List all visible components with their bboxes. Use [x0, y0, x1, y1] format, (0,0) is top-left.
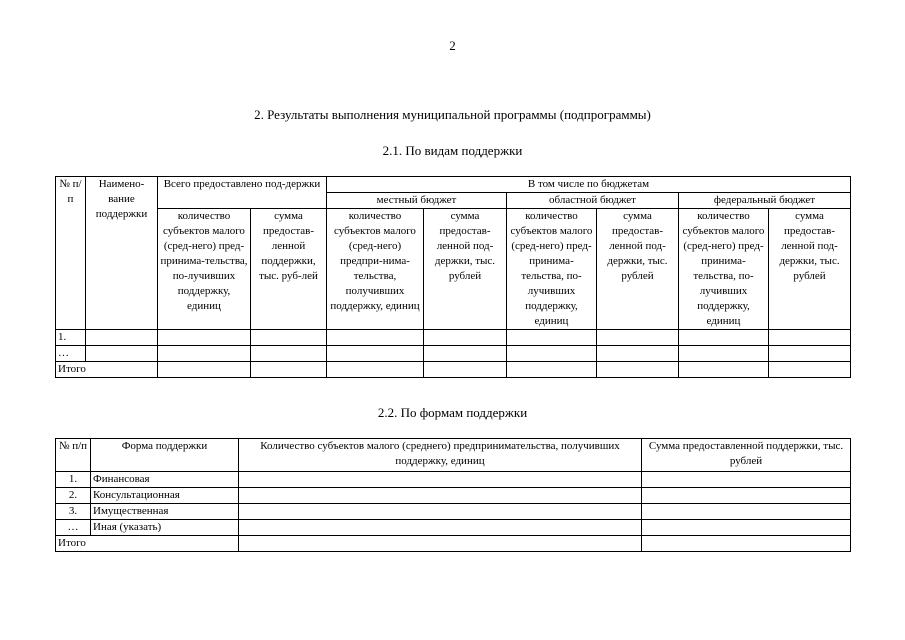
empty-cell [239, 504, 642, 520]
row-form: Имущественная [91, 504, 239, 520]
support-types-table [55, 176, 851, 378]
row-num: … [56, 520, 91, 536]
header-local-count: количество субъектов малого (сред-него) предпри-нима-тельства, получивших поддержку, единиц [327, 209, 424, 330]
table-row [56, 472, 851, 488]
table-row [56, 346, 851, 362]
row-form: Иная (указать) [91, 520, 239, 536]
empty-cell [597, 346, 679, 362]
table2-title: 2.2. По формам поддержки [377, 405, 528, 420]
header-count: Количество субъектов малого (среднего) предпринимательства, получивших поддержку, единиц [239, 439, 642, 472]
header-num: № п/п [56, 177, 86, 330]
header-total-sum: сумма предостав-ленной поддержки, тыс. руб-лей [251, 209, 327, 330]
empty-cell [679, 362, 769, 378]
header-federal-count: количество субъектов малого (сред-него) пред-принима-тельства, по-лучивших поддержку, единиц [679, 209, 769, 330]
header-federal: федеральный бюджет [679, 193, 851, 209]
empty-cell [251, 346, 327, 362]
table-row [56, 504, 851, 520]
empty-cell [642, 488, 851, 504]
row-num: 1. [56, 330, 86, 346]
empty-cell [86, 330, 158, 346]
empty-cell [86, 346, 158, 362]
empty-cell [424, 330, 507, 346]
header-regional: областной бюджет [507, 193, 679, 209]
empty-cell [642, 520, 851, 536]
empty-cell [597, 330, 679, 346]
empty-cell [679, 346, 769, 362]
header-total-count: количество субъектов малого (сред-него) пред-принима-тельства, по-лучивших поддержку, единиц [158, 209, 251, 330]
empty-cell [158, 330, 251, 346]
section-title: 2. Результаты выполнения муниципальной программы (подпрограммы) [254, 107, 651, 122]
row-form: Консультационная [91, 488, 239, 504]
table-row [56, 520, 851, 536]
empty-cell [327, 362, 424, 378]
row-num: … [56, 346, 86, 362]
empty-cell [769, 362, 851, 378]
total-label: Итого [56, 362, 158, 378]
empty-cell [158, 346, 251, 362]
empty-cell [239, 472, 642, 488]
empty-cell [424, 346, 507, 362]
empty-cell [642, 536, 851, 552]
empty-cell [239, 520, 642, 536]
header-num: № п/п [56, 439, 91, 472]
page-number: 2 [449, 38, 456, 53]
header-budgets: В том числе по бюджетам [327, 177, 851, 193]
header-regional-sum: сумма предостав-ленной под-держки, тыс. рублей [597, 209, 679, 330]
table-row [56, 330, 851, 346]
header-total: Всего предоставлено под-держки [158, 177, 327, 209]
row-num: 1. [56, 472, 91, 488]
empty-cell [251, 362, 327, 378]
empty-cell [424, 362, 507, 378]
empty-cell [327, 330, 424, 346]
empty-cell [507, 346, 597, 362]
total-row [56, 536, 851, 552]
empty-cell [158, 362, 251, 378]
empty-cell [597, 362, 679, 378]
empty-cell [239, 488, 642, 504]
row-num: 3. [56, 504, 91, 520]
empty-cell [769, 346, 851, 362]
header-regional-count: количество субъектов малого (сред-него) пред-принима-тельства, по-лучивших поддержку, единиц [507, 209, 597, 330]
empty-cell [679, 330, 769, 346]
header-form: Форма поддержки [91, 439, 239, 472]
total-row [56, 362, 851, 378]
empty-cell [769, 330, 851, 346]
empty-cell [239, 536, 642, 552]
empty-cell [251, 330, 327, 346]
table-row [56, 488, 851, 504]
header-name: Наимено-вание поддержки [86, 177, 158, 330]
header-local-sum: сумма предостав-ленной под-держки, тыс. рублей [424, 209, 507, 330]
support-forms-table [55, 438, 851, 552]
table1-title: 2.1. По видам поддержки [382, 143, 523, 158]
empty-cell [507, 330, 597, 346]
row-form: Финансовая [91, 472, 239, 488]
header-sum: Сумма предоставленной поддержки, тыс. рублей [642, 439, 851, 472]
header-federal-sum: сумма предостав-ленной под-держки, тыс. рублей [769, 209, 851, 330]
empty-cell [327, 346, 424, 362]
empty-cell [642, 504, 851, 520]
empty-cell [507, 362, 597, 378]
empty-cell [642, 472, 851, 488]
header-local: местный бюджет [327, 193, 507, 209]
total-label: Итого [56, 536, 239, 552]
row-num: 2. [56, 488, 91, 504]
